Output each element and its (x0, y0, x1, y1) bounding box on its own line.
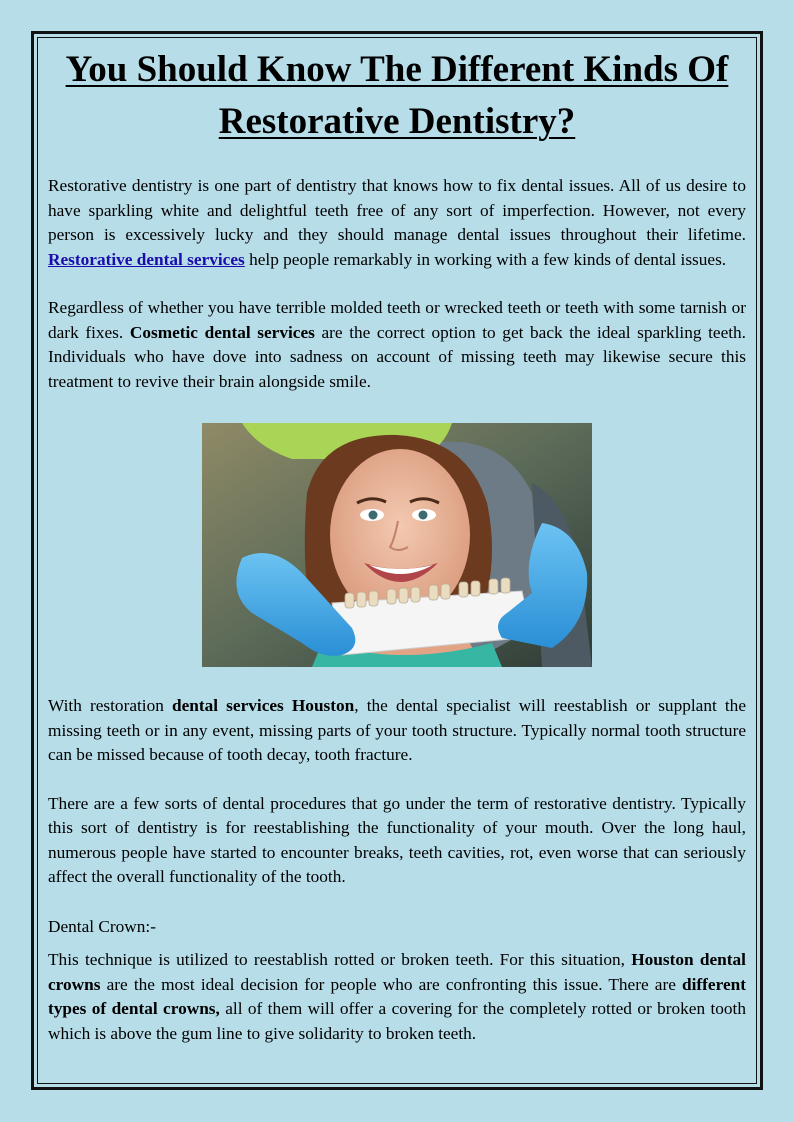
text-run: This technique is utilized to reestablish rotted or broken teeth. For this situation, (48, 950, 632, 969)
bold-text: Houston dental crowns (48, 950, 746, 994)
text-run: are the correct option to get back the ideal sparkling teeth. Individuals who have dove into sadness on account of missing teeth may likewise secure this treatment to revive their brain alongside smile. (48, 322, 746, 391)
paragraph-cosmetic (48, 296, 746, 394)
bold-text: dental services Houston (171, 696, 355, 715)
paragraph-procedures: There are a few sorts of dental procedures that go under the term of restorative dentistry. Typically this sort of dentistry is for reestablishing the functionality of your mouth. Over the long haul, numerous people have started to encounter breaks, teeth cavities, rot, even worse that can seriously affect the overall functionality of the tooth. (48, 793, 746, 886)
paragraph-intro (48, 174, 746, 272)
text-run: , the dental specialist will reestablish or supplant the missing teeth or in any event, missing parts of your tooth structure. Typically normal tooth structure can be missed because of tooth decay, tooth fracture. (48, 696, 746, 764)
text-run: are the most ideal decision for people who are confronting this issue. There are (100, 974, 682, 994)
paragraph-houston (48, 694, 746, 768)
text-run: Regardless of whether you have terrible molded teeth or wrecked teeth or teeth with some tarnish or dark fixes. (48, 298, 746, 342)
page-title: You Should Know The Different Kinds Of Restorative Dentistry? (65, 49, 729, 142)
restorative-dental-services-link[interactable]: Restorative dental services (48, 249, 245, 269)
text-run: help people remarkably in working with a few kinds of dental issues. (244, 249, 727, 269)
photo-container (48, 423, 746, 667)
text-run: With restoration (48, 696, 172, 715)
smiling-patient-photo (202, 423, 592, 667)
document-body (48, 44, 746, 1046)
paragraph-crowns (48, 948, 746, 1046)
subheading-dental-crown: Dental Crown:- (48, 916, 156, 936)
text-run: Restorative dentistry is one part of dentistry that knows how to fix dental issues. All of us desire to have sparkling white and delightful teeth free of any sort of imperfection. However, not every person is excessively lucky and they should manage dental issues throughout their lifetime. (48, 176, 746, 244)
bold-text: Cosmetic dental services (129, 322, 315, 342)
bold-text: different types of dental crowns, (48, 974, 746, 1018)
text-run: all of them will offer a covering for the completely rotted or broken tooth which is above the gum line to give solidarity to broken teeth. (48, 999, 746, 1043)
